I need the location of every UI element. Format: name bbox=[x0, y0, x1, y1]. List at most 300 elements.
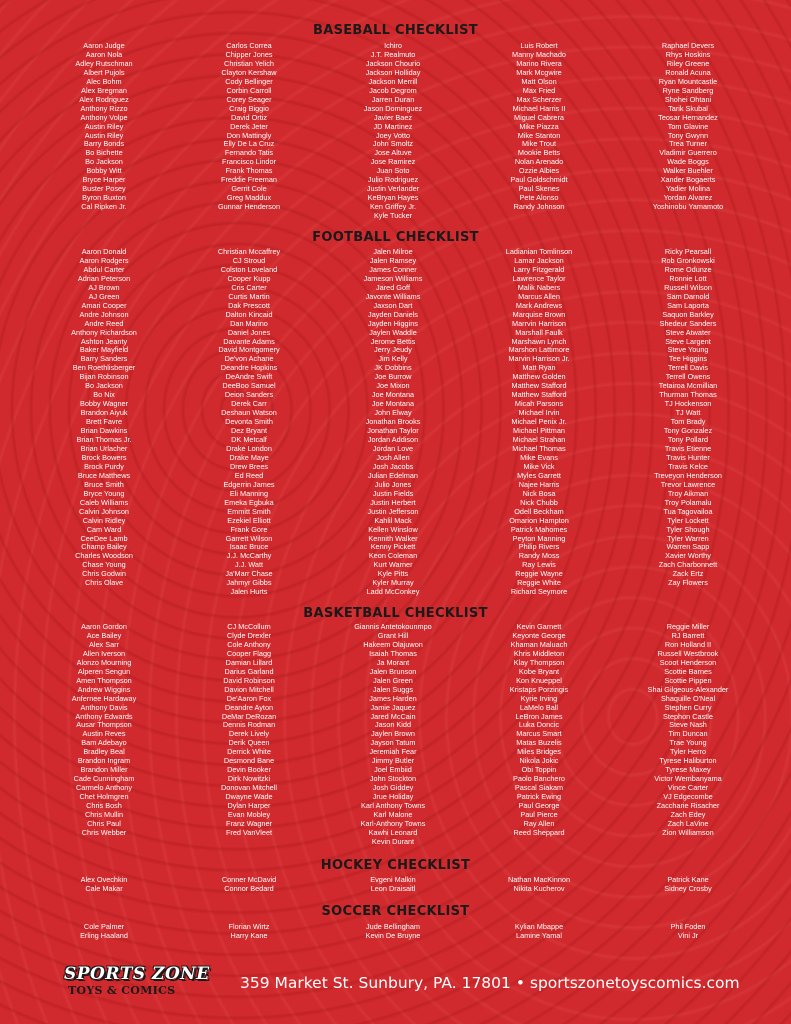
baseball-column-4 bbox=[459, 42, 619, 212]
player-name: Cody Bellinger bbox=[225, 76, 273, 86]
player-name: Ichiro bbox=[384, 41, 402, 50]
player-name: Isaiah Thomas bbox=[369, 648, 417, 658]
player-name: Terrell Davis bbox=[667, 363, 709, 373]
player-name: J.J. McCarthy bbox=[226, 551, 272, 561]
player-name: Pascal Siakam bbox=[514, 783, 564, 793]
soccer-column-5 bbox=[608, 923, 768, 941]
player-name: CJ Stroud bbox=[232, 255, 266, 265]
player-name: Drew Brees bbox=[229, 461, 269, 471]
player-name: Zion Williamson bbox=[662, 827, 714, 837]
player-name: Joe Mixon bbox=[376, 381, 410, 391]
basketball-column-5 bbox=[608, 623, 768, 838]
player-name: Max Scherzer bbox=[516, 94, 562, 104]
player-name: Matt Ryan bbox=[522, 363, 556, 373]
player-name: Bryce Harper bbox=[82, 175, 126, 185]
player-name: Paul George bbox=[518, 801, 560, 811]
player-name: J.J. Watt bbox=[234, 560, 264, 570]
player-name: Kobe Bryant bbox=[518, 666, 560, 676]
player-name: Miles Bridges bbox=[517, 747, 561, 757]
player-name: Joel Embiid bbox=[374, 765, 412, 775]
player-name: Mike Vick bbox=[523, 461, 555, 471]
player-name: Jalen Ramsey bbox=[369, 255, 417, 265]
player-name: Patrick Mahomes bbox=[510, 524, 568, 534]
soccer-column-1 bbox=[24, 923, 184, 941]
player-name: Alec Bohm bbox=[86, 76, 122, 86]
player-name: Brock Bowers bbox=[81, 452, 127, 462]
player-name: Joey Votto bbox=[375, 130, 411, 140]
player-name: Lawrence Taylor bbox=[512, 273, 566, 283]
player-name: Jaxson Dart bbox=[373, 300, 413, 310]
player-name: Hakeem Olajuwon bbox=[363, 639, 423, 649]
player-name: Kyle Tucker bbox=[373, 211, 413, 221]
store-logo bbox=[64, 964, 214, 1000]
player-name: Cole Palmer bbox=[83, 922, 125, 931]
player-name: Javonte Williams bbox=[365, 291, 421, 301]
player-name: Dirk Nowitzki bbox=[227, 774, 271, 784]
player-name: Jose Altuve bbox=[374, 148, 412, 158]
player-name: Fernando Tatis bbox=[224, 148, 274, 158]
basketball-column-3 bbox=[313, 623, 473, 847]
player-name: Harry Kane bbox=[230, 930, 268, 940]
player-name: David Robinson bbox=[223, 675, 275, 685]
player-name: Jackson Holliday bbox=[365, 67, 421, 77]
player-name: Victor Wembanyama bbox=[654, 774, 722, 784]
player-name: Amari Cooper bbox=[81, 300, 127, 310]
basketball-column-2 bbox=[169, 623, 329, 838]
player-name: Sam Darnold bbox=[666, 291, 710, 301]
player-name: Marino Rivera bbox=[516, 58, 562, 68]
player-name: Nolan Arenado bbox=[514, 157, 564, 167]
player-name: Tyrese Haliburton bbox=[659, 756, 717, 766]
player-name: Anthony Volpe bbox=[80, 112, 128, 122]
player-name: Jackson Merrill bbox=[368, 76, 418, 86]
player-name: Davante Adams bbox=[223, 336, 275, 346]
player-name: Jalen Suggs bbox=[372, 684, 414, 694]
player-name: Sam Laporta bbox=[667, 300, 709, 310]
player-name: Aaron Gordon bbox=[81, 622, 127, 631]
player-name: Marshon Lattimore bbox=[508, 345, 570, 355]
player-name: Malik Nabers bbox=[517, 282, 561, 292]
player-name: Jrue Holiday bbox=[372, 792, 414, 802]
player-name: Chet Holmgren bbox=[79, 792, 129, 802]
player-name: AJ Brown bbox=[88, 282, 120, 292]
player-name: Chase Young bbox=[82, 560, 126, 570]
player-name: Wade Boggs bbox=[667, 157, 709, 167]
football-column-2 bbox=[169, 248, 329, 597]
player-name: Khris Middleton bbox=[513, 648, 565, 658]
player-name: Paolo Banchero bbox=[513, 774, 565, 784]
player-name: Stephen Curry bbox=[664, 702, 712, 712]
player-name: Reggie Wayne bbox=[515, 569, 563, 579]
player-name: Brock Purdy bbox=[84, 461, 124, 471]
player-name: Matthew Golden bbox=[512, 372, 566, 382]
player-name: Mark Andrews bbox=[515, 300, 563, 310]
player-name: Odell Beckham bbox=[514, 506, 564, 516]
player-name: Caleb Williams bbox=[79, 497, 129, 507]
player-name: Emmitt Smith bbox=[227, 506, 271, 516]
player-name: Treveyon Henderson bbox=[654, 470, 722, 480]
player-name: Ladd McConkey bbox=[366, 587, 420, 597]
player-name: Michael Penix Jr. bbox=[511, 417, 567, 427]
player-name: Kenny Pickett bbox=[370, 542, 416, 552]
player-name: Connor Bedard bbox=[224, 883, 274, 893]
player-name: Kon Knueppel bbox=[516, 675, 562, 685]
player-name: Raphael Devers bbox=[661, 41, 715, 50]
football-column-5 bbox=[608, 248, 768, 588]
player-name: Christian Mccaffrey bbox=[217, 247, 281, 256]
player-name: Eli Manning bbox=[229, 488, 269, 498]
player-name: Aaron Nola bbox=[85, 49, 123, 59]
player-name: Brian Dawkins bbox=[80, 426, 128, 436]
player-name: Thurman Thomas bbox=[659, 390, 717, 400]
player-name: Bo Jackson bbox=[85, 381, 123, 391]
player-name: Ausar Thompson bbox=[76, 720, 132, 730]
hockey-checklist-title: HOCKEY CHECKLIST bbox=[320, 858, 471, 873]
player-name: Brandon Aiyuk bbox=[80, 408, 128, 418]
player-name: Nick Chubb bbox=[520, 497, 558, 507]
player-name: Bo Nix bbox=[93, 390, 115, 400]
player-name: Michael Harris II bbox=[512, 103, 566, 113]
player-name: Yadier Molina bbox=[665, 184, 711, 194]
player-name: Klay Thompson bbox=[513, 657, 565, 667]
player-name: Philip Rivers bbox=[518, 542, 560, 552]
player-name: Rob Gronkowski bbox=[661, 255, 715, 265]
player-name: Zach LaVine bbox=[667, 818, 709, 828]
player-name: Travis Etienne bbox=[664, 443, 712, 453]
player-name: Max Fried bbox=[522, 85, 556, 95]
player-name: Jarren Duran bbox=[371, 94, 415, 104]
basketball-column-1 bbox=[24, 623, 184, 838]
player-name: Jalen Green bbox=[373, 675, 413, 685]
player-name: Bobby Witt bbox=[86, 166, 122, 176]
player-name: Charles Woodson bbox=[75, 551, 133, 561]
player-name: Anthony Rizzo bbox=[80, 103, 128, 113]
player-name: Damian Lillard bbox=[225, 657, 273, 667]
player-name: Ryne Sandberg bbox=[662, 85, 714, 95]
player-name: Joe Montana bbox=[371, 399, 415, 409]
player-name: Vini Jr bbox=[677, 930, 699, 940]
player-name: Jordan Love bbox=[372, 443, 414, 453]
player-name: Andre Reed bbox=[84, 318, 124, 328]
player-name: Jalen Milroe bbox=[373, 247, 413, 256]
player-name: Don Mattingly bbox=[226, 130, 272, 140]
player-name: Greg Maddux bbox=[226, 193, 272, 203]
player-name: Ja Morant bbox=[376, 657, 410, 667]
player-name: Trae Young bbox=[669, 738, 707, 748]
player-name: Aaron Donald bbox=[81, 247, 127, 256]
player-name: Cooper Flagg bbox=[226, 648, 272, 658]
player-name: Ray Lewis bbox=[522, 560, 556, 570]
player-name: Khaman Maluach bbox=[510, 639, 568, 649]
player-name: Kevin Garnett bbox=[516, 622, 562, 631]
player-name: Baker Mayfield bbox=[79, 345, 129, 355]
player-name: Clyde Drexler bbox=[226, 630, 272, 640]
player-name: David Montgomery bbox=[218, 345, 280, 355]
player-name: Kyle Pitts bbox=[377, 569, 409, 579]
player-name: Ricky Pearsall bbox=[664, 247, 712, 256]
player-name: Derrick White bbox=[227, 747, 271, 757]
player-name: Miguel Cabrera bbox=[514, 112, 564, 122]
player-name: Tetairoa Mcmillian bbox=[658, 381, 718, 391]
player-name: Derik Queen bbox=[228, 738, 270, 748]
player-name: Rhys Hoskins bbox=[665, 49, 711, 59]
player-name: Shaquille O'Neal bbox=[660, 693, 716, 703]
player-name: Julio Jones bbox=[374, 479, 412, 489]
player-name: Marcus Allen bbox=[518, 291, 560, 301]
player-name: TJ Hockenson bbox=[664, 399, 712, 409]
player-name: John Elway bbox=[374, 408, 412, 418]
player-name: Kristaps Porzingis bbox=[509, 684, 569, 694]
player-name: Isaac Bruce bbox=[229, 542, 269, 552]
player-name: Deshaun Watson bbox=[221, 408, 277, 418]
player-name: Kurt Warner bbox=[373, 560, 413, 570]
player-name: Cam Ward bbox=[86, 524, 122, 534]
player-name: Bruce Smith bbox=[84, 479, 124, 489]
player-name: Abdul Carter bbox=[83, 264, 125, 274]
player-name: Cale Makar bbox=[85, 883, 123, 893]
player-name: Kyrie Irving bbox=[520, 693, 558, 703]
footer bbox=[0, 958, 791, 1008]
player-name: Chris Webber bbox=[81, 827, 127, 837]
player-name: Travis Kelce bbox=[668, 461, 708, 471]
player-name: Reggie White bbox=[517, 578, 561, 588]
player-name: Kennith Walker bbox=[368, 533, 418, 543]
player-name: Bo Jackson bbox=[85, 157, 123, 167]
player-name: Jackson Chourio bbox=[365, 58, 421, 68]
player-name: Ozzie Albies bbox=[518, 166, 560, 176]
player-name: Randy Moss bbox=[518, 551, 560, 561]
player-name: Tom Brady bbox=[670, 417, 706, 427]
player-name: Christian Yelich bbox=[224, 58, 274, 68]
football-checklist-title: FOOTBALL CHECKLIST bbox=[312, 230, 479, 245]
player-name: Elly De La Cruz bbox=[223, 139, 275, 149]
player-name: Ken Griffey Jr. bbox=[369, 202, 417, 212]
player-name: Paul Goldschmidt bbox=[510, 175, 568, 185]
player-name: Jaylen Brown bbox=[371, 729, 415, 739]
player-name: Trevor Lawrence bbox=[660, 479, 716, 489]
player-name: Deandre Ayton bbox=[224, 702, 274, 712]
player-name: Curtis Martin bbox=[228, 291, 270, 301]
player-name: Anfernee Hardaway bbox=[71, 693, 137, 703]
baseball-column-2 bbox=[169, 42, 329, 212]
player-name: Bo Bichette bbox=[85, 148, 123, 158]
player-name: Mike Trout bbox=[521, 139, 557, 149]
player-name: Brandon Ingram bbox=[77, 756, 131, 766]
player-name: Erling Haaland bbox=[80, 930, 128, 940]
player-name: Emeka Egbuka bbox=[224, 497, 274, 507]
player-name: Keon Coleman bbox=[368, 551, 418, 561]
player-name: Davion Mitchell bbox=[224, 684, 274, 694]
player-name: Evgeni Malkin bbox=[370, 875, 416, 884]
player-name: Carmelo Anthony bbox=[76, 783, 132, 793]
player-name: Corey Seager bbox=[226, 94, 272, 104]
player-name: Bryce Young bbox=[83, 488, 125, 498]
player-name: Buster Posey bbox=[82, 184, 126, 194]
player-name: Ashton Jeanty bbox=[80, 336, 128, 346]
player-name: Derek Jeter bbox=[230, 121, 268, 131]
player-name: CJ McCollum bbox=[227, 622, 271, 631]
player-name: Dennis Rodman bbox=[222, 720, 276, 730]
player-name: Anthony Richardson bbox=[71, 327, 137, 337]
hockey-column-1 bbox=[24, 876, 184, 894]
player-name: Steve Young bbox=[667, 345, 709, 355]
player-name: Evan Mobley bbox=[227, 810, 271, 820]
player-name: Deion Sanders bbox=[224, 390, 274, 400]
player-name: Randy Johnson bbox=[513, 202, 565, 212]
player-name: Jerome Bettis bbox=[370, 336, 416, 346]
player-name: Troy Polamalu bbox=[664, 497, 712, 507]
player-name: Julian Edelman bbox=[368, 470, 418, 480]
player-name: Chris Paul bbox=[87, 818, 121, 828]
player-name: Jonathan Taylor bbox=[367, 426, 419, 436]
player-name: Craig Biggio bbox=[229, 103, 269, 113]
player-name: Ezekiel Elliott bbox=[227, 515, 271, 525]
player-name: Marrvin Harrison bbox=[512, 318, 566, 328]
player-name: Colston Loveland bbox=[220, 264, 278, 274]
player-name: Jayden Higgins bbox=[368, 318, 418, 328]
player-name: Jacob Degrom bbox=[369, 85, 417, 95]
player-name: Patrick Ewing bbox=[516, 792, 562, 802]
player-name: Scottie Pippen bbox=[664, 675, 712, 685]
player-name: DeMar DeRozan bbox=[221, 711, 277, 721]
player-name: Mookie Betts bbox=[517, 148, 561, 158]
player-name: Jalen Hurts bbox=[230, 587, 268, 597]
player-name: Zay Flowers bbox=[668, 578, 708, 588]
player-name: Lamine Yamal bbox=[516, 930, 562, 940]
player-name: Josh Jacobs bbox=[372, 461, 414, 471]
player-name: Riley Greene bbox=[666, 58, 710, 68]
player-name: Jayson Tatum bbox=[370, 738, 416, 748]
player-name: Scottie Barnes bbox=[664, 666, 712, 676]
player-name: Jordan Addison bbox=[367, 435, 419, 445]
player-name: Ja'Marr Chase bbox=[225, 569, 273, 579]
player-name: Tarik Skubal bbox=[668, 103, 708, 113]
player-name: Adrian Peterson bbox=[77, 273, 131, 283]
player-name: De'Aaron Fox bbox=[226, 693, 272, 703]
player-name: Austin Riley bbox=[84, 121, 124, 131]
player-name: Byron Buxton bbox=[82, 193, 126, 203]
player-name: DK Metcalf bbox=[231, 435, 267, 445]
player-name: Tyler Warren bbox=[667, 533, 709, 543]
player-name: Vladimir Guerrero bbox=[659, 148, 717, 158]
player-name: Albert Pujols bbox=[83, 67, 125, 77]
player-name: Edgerrin James bbox=[223, 479, 275, 489]
baseball-checklist-title: BASEBALL CHECKLIST bbox=[313, 23, 478, 38]
player-name: Andrew Wiggins bbox=[77, 684, 131, 694]
player-name: Adley Rutschman bbox=[75, 58, 133, 68]
player-name: Anthony Edwards bbox=[75, 711, 133, 721]
player-name: Matthew Stafford bbox=[511, 381, 567, 391]
player-name: Josh Giddey bbox=[372, 783, 414, 793]
player-name: Tyrese Maxey bbox=[665, 765, 711, 775]
player-name: Donovan Mitchell bbox=[221, 783, 277, 793]
player-name: Jason Kidd bbox=[374, 720, 412, 730]
player-name: Garrett Wilson bbox=[225, 533, 273, 543]
player-name: Bam Adebayo bbox=[81, 738, 127, 748]
player-name: Stephon Castle bbox=[663, 711, 713, 721]
player-name: Dan Marino bbox=[230, 318, 268, 328]
player-name: Tyler Shough bbox=[666, 524, 710, 534]
player-name: Warren Sapp bbox=[666, 542, 710, 552]
player-name: De'von Achane bbox=[224, 354, 274, 364]
player-name: Alex Sarr bbox=[88, 639, 119, 649]
player-name: Brian Thomas Jr. bbox=[76, 435, 132, 445]
player-name: JK Dobbins bbox=[374, 363, 412, 373]
player-name: Mike Evans bbox=[520, 452, 558, 462]
player-name: Tee Higgins bbox=[668, 354, 708, 364]
player-name: Jared McCain bbox=[370, 711, 416, 721]
player-name: Keyonte George bbox=[512, 630, 566, 640]
player-name: Devonta Smith bbox=[225, 417, 273, 427]
player-name: Marquise Brown bbox=[512, 309, 566, 319]
player-name: Jamie Jaquez bbox=[370, 702, 416, 712]
player-name: Champ Bailey bbox=[81, 542, 127, 552]
player-name: Brian Urlacher bbox=[80, 443, 128, 453]
player-name: Daniel Jones bbox=[227, 327, 271, 337]
player-name: Troy Aikman bbox=[667, 488, 709, 498]
player-name: Reggie Miller bbox=[666, 622, 710, 631]
player-name: Matas Buzelis bbox=[516, 738, 562, 748]
player-name: LaMelo Ball bbox=[519, 702, 559, 712]
player-name: Nikita Kucherov bbox=[513, 883, 565, 893]
player-name: Shohei Ohtani bbox=[664, 94, 712, 104]
player-name: Bobby Wagner bbox=[80, 399, 128, 409]
player-name: Jason Dominguez bbox=[363, 103, 423, 113]
player-name: Tim Duncan bbox=[668, 729, 708, 739]
player-name: Alperen Sengun bbox=[77, 666, 131, 676]
player-name: Fred VanVleet bbox=[225, 827, 273, 837]
player-name: Jahmyr Gibbs bbox=[226, 578, 272, 588]
player-name: Drake London bbox=[226, 443, 272, 453]
player-name: LeBron James bbox=[515, 711, 563, 721]
store-address: 359 Market St. Sunbury, PA. 17801 • sportszonetoyscomics.com bbox=[240, 974, 740, 992]
player-name: Yordan Alvarez bbox=[663, 193, 713, 203]
player-name: Tony Gwynn bbox=[667, 130, 709, 140]
player-name: Justin Fields bbox=[372, 488, 414, 498]
player-name: Mike Piazza bbox=[519, 121, 559, 131]
player-name: Austin Riley bbox=[84, 130, 124, 140]
player-name: Michael Pittman bbox=[513, 426, 565, 436]
player-name: Saquon Barkley bbox=[662, 309, 714, 319]
player-name: Josh Allen bbox=[376, 452, 410, 462]
baseball-column-1 bbox=[24, 42, 184, 212]
player-name: Manny Machado bbox=[512, 49, 566, 59]
player-name: Patrick Kane bbox=[667, 875, 709, 884]
player-name: Kahlil Mack bbox=[374, 515, 412, 525]
player-name: Richard Seymore bbox=[510, 587, 568, 597]
player-name: Derek Carr bbox=[231, 399, 267, 409]
player-name: Calvin Ridley bbox=[82, 515, 126, 525]
player-name: DeeBoo Samuel bbox=[222, 381, 276, 391]
player-name: Alex Bregman bbox=[81, 85, 127, 95]
player-name: Karl Anthony Towns bbox=[361, 801, 425, 811]
football-column-1 bbox=[24, 248, 184, 588]
logo-toys-comics: TOYS & COMICS bbox=[68, 984, 176, 997]
player-name: Frank Thomas bbox=[225, 166, 273, 176]
player-name: Shai Gilgeous-Alexander bbox=[647, 684, 729, 694]
player-name: Tua Tagovailoa bbox=[663, 506, 713, 516]
player-name: Frank Gore bbox=[230, 524, 268, 534]
player-name: Julio Rodriguez bbox=[367, 175, 419, 185]
player-name: Francisco Lindor bbox=[222, 157, 276, 167]
player-name: Ryan Mountcastle bbox=[658, 76, 718, 86]
player-name: Trea Turner bbox=[669, 139, 707, 149]
player-name: Joe Burrow bbox=[374, 372, 412, 382]
player-name: KeBryan Hayes bbox=[367, 193, 419, 203]
logo-sports-zone: SPORTS ZONE bbox=[64, 964, 210, 984]
player-name: Marshawn Lynch bbox=[511, 336, 567, 346]
player-name: Franz Wagner bbox=[226, 818, 272, 828]
